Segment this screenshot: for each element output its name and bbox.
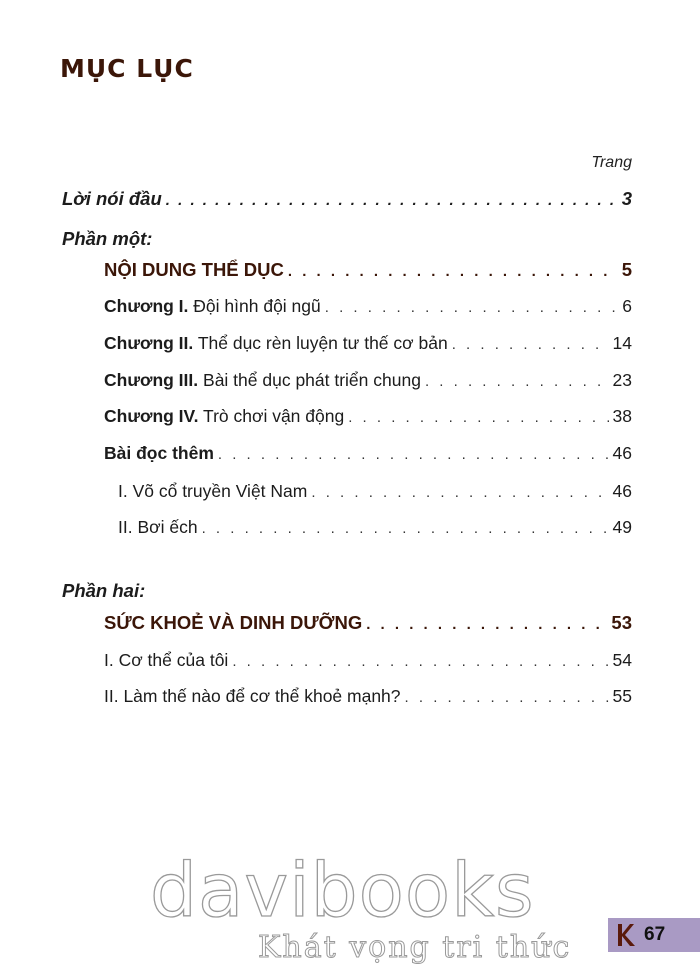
toc-extra-item-1[interactable] (118, 481, 632, 502)
toc-entry-label: II. Làm thế nào để cơ thể khoẻ mạnh? (104, 686, 401, 706)
toc-item-2[interactable] (104, 686, 632, 707)
toc-entry-label: Bài thể dục phát triển chung (203, 370, 421, 390)
toc-chapter-1[interactable] (104, 296, 632, 317)
toc-entry-label: II. Bơi ếch (118, 517, 198, 537)
dot-leader (452, 336, 609, 353)
chapter-prefix: Chương IV. (104, 406, 199, 426)
toc-entry-label: I. Cơ thể của tôi (104, 650, 229, 670)
chapter-prefix: Chương III. (104, 370, 199, 390)
dot-leader (405, 689, 609, 706)
chapter-prefix: Chương II. (104, 333, 194, 353)
toc-entry-label: I. Võ cổ truyền Việt Nam (118, 481, 308, 501)
toc-page-number: 49 (612, 517, 632, 537)
watermark-slogan: Khát vọng tri thức (258, 930, 572, 965)
toc-page-number: 38 (612, 406, 632, 426)
dot-leader (425, 373, 609, 390)
dot-leader (218, 446, 609, 463)
dot-leader (325, 299, 619, 316)
toc-chapter-4[interactable] (104, 406, 632, 427)
dot-leader (202, 520, 609, 537)
toc-entry-label: Bài đọc thêm (104, 443, 214, 463)
toc-page-number: 55 (612, 686, 632, 706)
page-column-label: Trang (591, 154, 632, 171)
toc-page-number: 46 (612, 481, 632, 501)
part-two-label: Phần hai: (62, 580, 146, 601)
toc-item-1[interactable] (104, 650, 632, 671)
toc-entry-label: Lời nói đầu (62, 188, 162, 209)
dot-leader (288, 263, 618, 280)
page-number-tab (608, 918, 700, 952)
toc-page-number: 23 (612, 370, 632, 390)
page-title: MỤC LỤC (60, 54, 194, 83)
watermark-brand: davibooks (150, 848, 535, 934)
toc-chapter-2[interactable] (104, 333, 632, 354)
toc-page-number: 46 (612, 443, 632, 463)
toc-entry-label: Đội hình đội ngũ (193, 296, 321, 316)
toc-entry-label: Thể dục rèn luyện tư thế cơ bản (197, 333, 448, 353)
dot-leader (232, 653, 608, 670)
toc-page-number: 14 (612, 333, 632, 353)
toc-page-number: 53 (611, 612, 632, 633)
toc-page-number: 6 (622, 296, 632, 316)
toc-section-heading[interactable] (104, 259, 632, 281)
page-number: 67 (644, 924, 666, 945)
toc-extra-item-2[interactable] (118, 517, 632, 538)
toc-page-number: 3 (621, 188, 632, 209)
toc-entry-label: SỨC KHOẺ VÀ DINH DƯỠNG (104, 612, 363, 633)
part-one-label: Phần một: (62, 228, 153, 249)
chapter-prefix: Chương I. (104, 296, 189, 316)
toc-entry-label: NỘI DUNG THỂ DỤC (104, 259, 284, 280)
toc-chapter-3[interactable] (104, 370, 632, 391)
toc-entry-intro[interactable] (62, 188, 632, 210)
publisher-mark-icon (614, 922, 636, 948)
toc-entry-label: Trò chơi vận động (203, 406, 345, 426)
dot-leader (311, 484, 608, 501)
dot-leader (366, 616, 607, 633)
toc-page-number: 5 (621, 259, 632, 280)
toc-section-heading[interactable] (104, 612, 632, 634)
dot-leader (348, 409, 608, 426)
toc-extra-reading[interactable] (104, 443, 632, 464)
dot-leader (166, 192, 618, 209)
toc-page-number: 54 (612, 650, 632, 670)
